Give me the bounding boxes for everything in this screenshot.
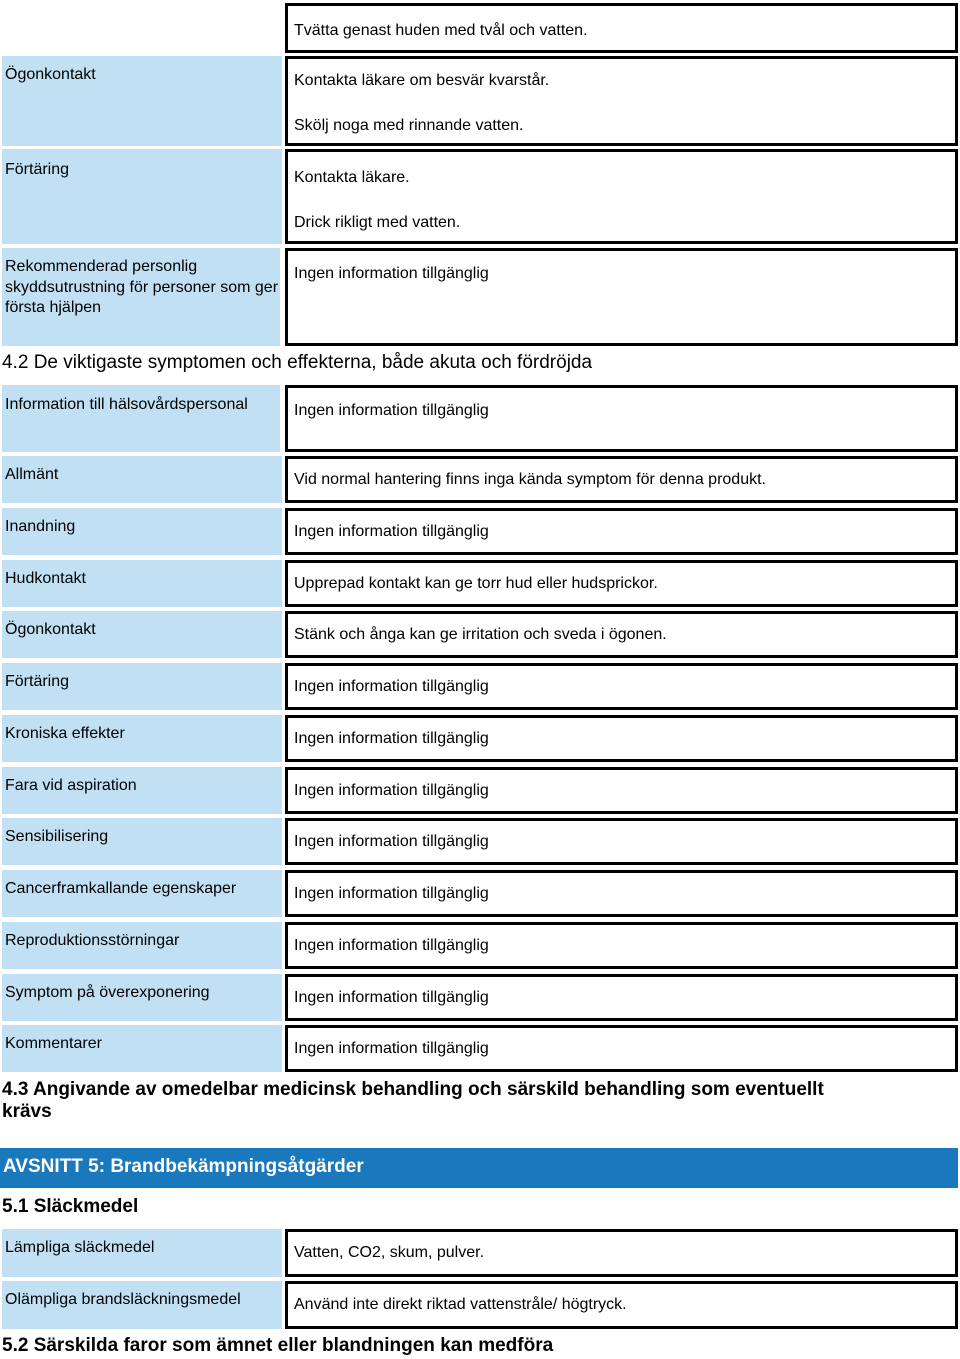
symptom-label-9: Sensibilisering bbox=[2, 818, 282, 865]
eye-contact-value bbox=[285, 56, 958, 146]
symptom-value-10: Ingen information tillgänglig bbox=[285, 870, 958, 917]
section-5-1-heading: 5.1 Släckmedel bbox=[2, 1196, 139, 1217]
symptom-value-4: Upprepad kontakt kan ge torr hud eller hudsprickor. bbox=[285, 560, 958, 607]
ppe-value: Ingen information tillgänglig bbox=[285, 248, 958, 346]
symptom-label-5: Ögonkontakt bbox=[2, 611, 282, 658]
eye-contact-line-2: Skölj noga med rinnande vatten. bbox=[294, 117, 524, 134]
skin-wash-value: Tvätta genast huden med tvål och vatten. bbox=[285, 3, 958, 53]
ingestion-label: Förtäring bbox=[2, 149, 282, 244]
eye-contact-label: Ögonkontakt bbox=[2, 56, 282, 146]
extinguish-label-2: Olämpliga brandsläckningsmedel bbox=[2, 1281, 282, 1329]
symptom-value-2: Vid normal hantering finns inga kända symptom för denna produkt. bbox=[285, 456, 958, 503]
section-5-2-heading: 5.2 Särskilda faror som ämnet eller blandningen kan medföra bbox=[2, 1335, 554, 1356]
ingestion-line-1: Kontakta läkare. bbox=[294, 169, 410, 186]
section-4-2-heading: 4.2 De viktigaste symptomen och effekterna, både akuta och fördröjda bbox=[2, 352, 593, 373]
extinguish-value-1: Vatten, CO2, skum, pulver. bbox=[285, 1229, 958, 1277]
symptom-value-7: Ingen information tillgänglig bbox=[285, 715, 958, 762]
symptom-value-13: Ingen information tillgänglig bbox=[285, 1025, 958, 1072]
symptom-label-3: Inandning bbox=[2, 508, 282, 555]
ingestion-line-2: Drick rikligt med vatten. bbox=[294, 214, 461, 231]
symptom-label-7: Kroniska effekter bbox=[2, 715, 282, 762]
symptom-label-1: Information till hälsovårdspersonal bbox=[2, 385, 280, 452]
ingestion-value bbox=[285, 149, 958, 244]
symptom-label-6: Förtäring bbox=[2, 663, 282, 710]
symptom-label-2: Allmänt bbox=[2, 456, 282, 503]
extinguish-label-1: Lämpliga släckmedel bbox=[2, 1229, 282, 1277]
symptom-value-6: Ingen information tillgänglig bbox=[285, 663, 958, 710]
symptom-value-3: Ingen information tillgänglig bbox=[285, 508, 958, 555]
symptom-value-9: Ingen information tillgänglig bbox=[285, 818, 958, 865]
symptom-label-13: Kommentarer bbox=[2, 1025, 282, 1072]
symptom-label-12: Symptom på överexponering bbox=[2, 974, 282, 1021]
symptom-label-11: Reproduktionsstörningar bbox=[2, 922, 282, 969]
symptom-label-8: Fara vid aspiration bbox=[2, 767, 282, 814]
symptom-value-8: Ingen information tillgänglig bbox=[285, 767, 958, 814]
section-4-3-heading: 4.3 Angivande av omedelbar medicinsk behandling och särskild behandling som eventuellt krävs bbox=[2, 1079, 824, 1122]
extinguish-value-2: Använd inte direkt riktad vattenstråle/ högtryck. bbox=[285, 1281, 958, 1329]
symptom-value-1: Ingen information tillgänglig bbox=[285, 385, 958, 452]
symptom-label-4: Hudkontakt bbox=[2, 560, 282, 607]
symptom-value-12: Ingen information tillgänglig bbox=[285, 974, 958, 1021]
ppe-label: Rekommenderad personlig skyddsutrustning för personer som ger första hjälpen bbox=[2, 248, 280, 346]
symptom-value-5: Stänk och ånga kan ge irritation och sveda i ögonen. bbox=[285, 611, 958, 658]
symptom-label-10: Cancerframkallande egenskaper bbox=[2, 870, 282, 917]
eye-contact-line-1: Kontakta läkare om besvär kvarstår. bbox=[294, 72, 550, 89]
section-5-banner: AVSNITT 5: Brandbekämpningsåtgärder bbox=[0, 1148, 958, 1188]
symptom-value-11: Ingen information tillgänglig bbox=[285, 922, 958, 969]
